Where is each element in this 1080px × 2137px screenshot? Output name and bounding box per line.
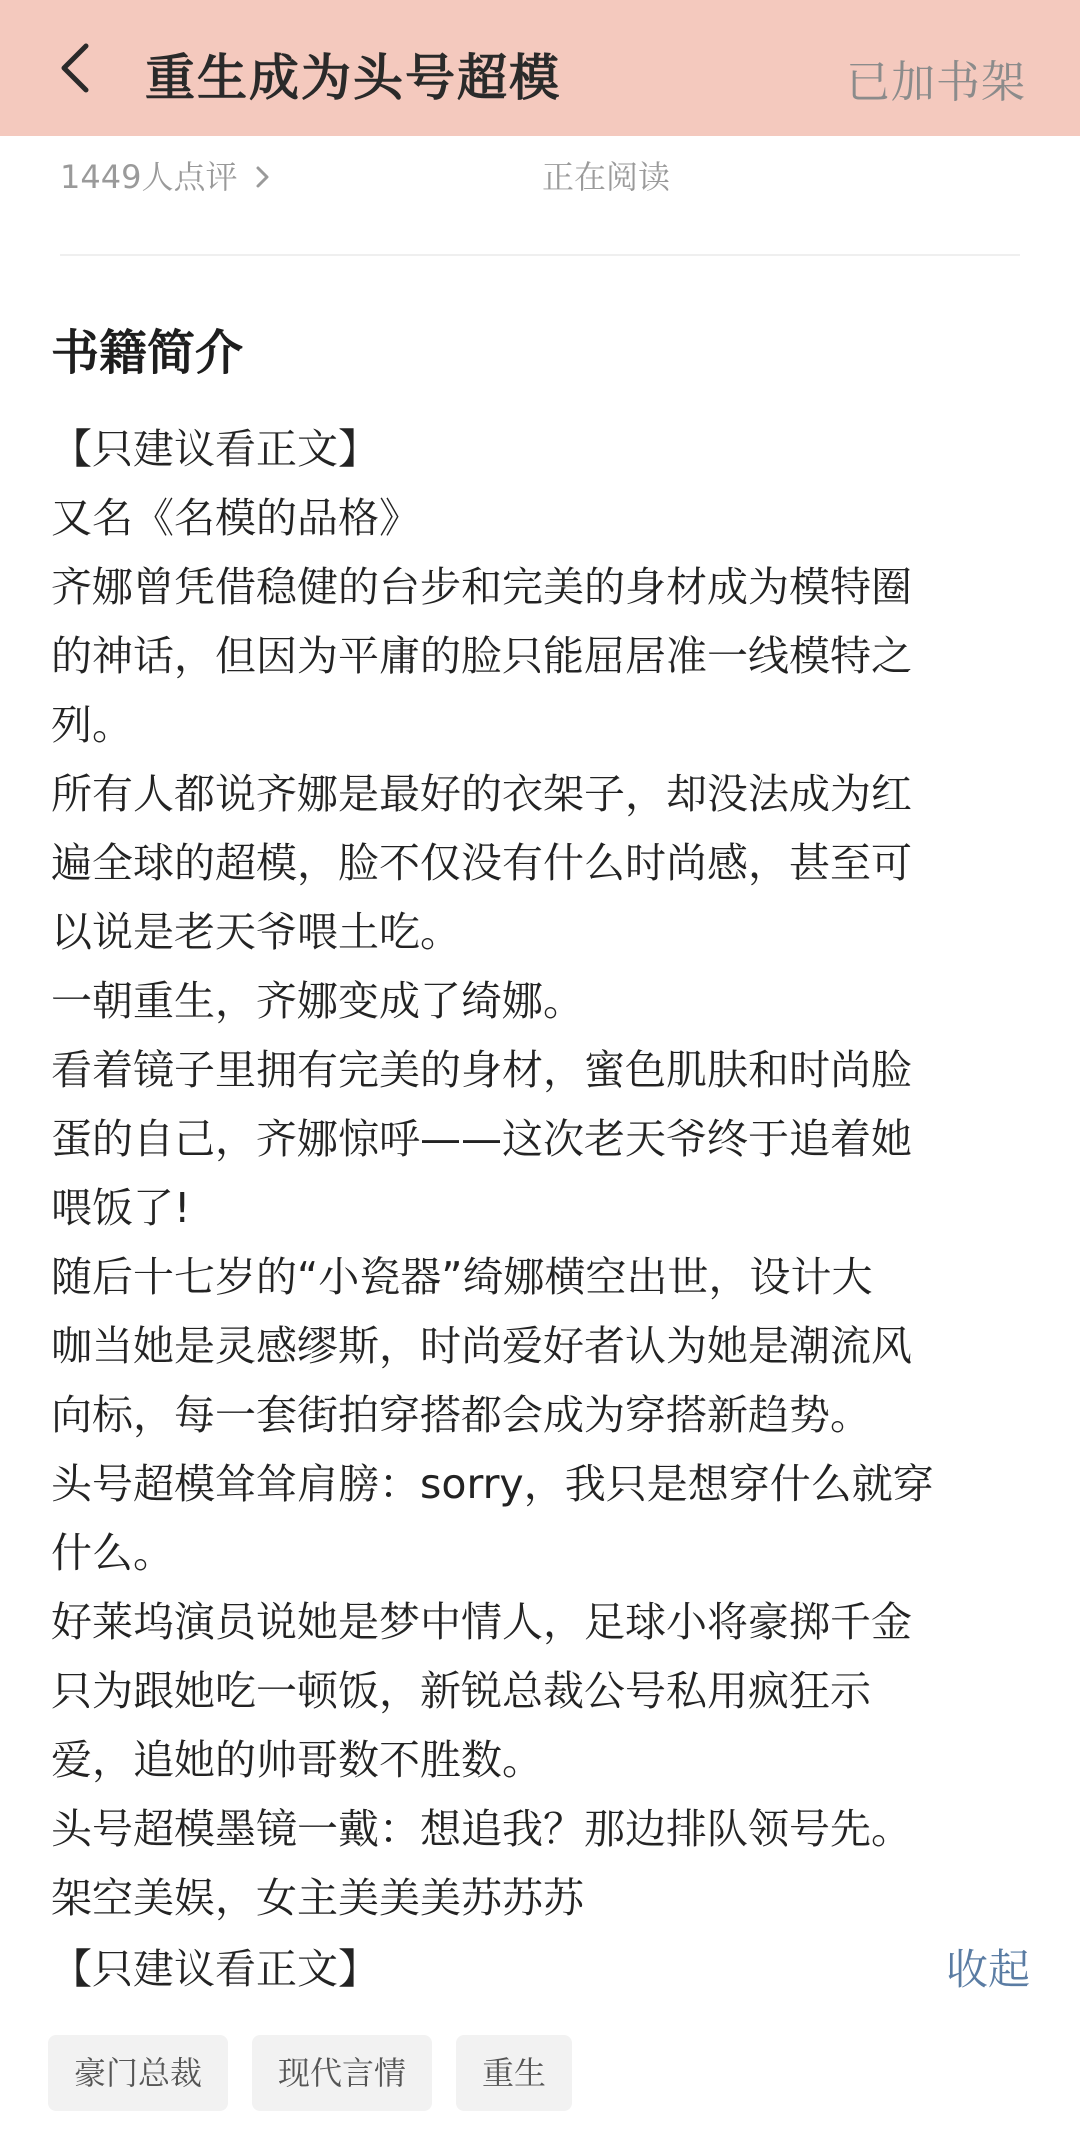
intro-line: 看着镜子里拥有完美的身材，蜜色肌肤和时尚脸: [51, 1046, 912, 1094]
reviews-link[interactable]: [60, 152, 272, 198]
intro-line: 所有人都说齐娜是最好的衣架子，却没法成为红: [51, 770, 912, 818]
intro-line: 爱，追她的帅哥数不胜数。: [51, 1736, 543, 1784]
intro-line: 【只建议看正文】: [51, 425, 379, 473]
divider: [60, 254, 1020, 256]
intro-line: 遍全球的超模，脸不仅没有什么时尚感，甚至可: [51, 839, 912, 887]
chevron-right-icon: [254, 164, 272, 190]
intro-last-line: 【只建议看正文】: [51, 1945, 379, 1993]
stats-row: [60, 152, 1020, 202]
intro-line: 以说是老天爷喂土吃。: [51, 908, 461, 956]
reviews-count: 1449人点评: [60, 158, 238, 196]
section-title: 书籍简介: [51, 325, 244, 381]
intro-line: 随后十七岁的“小瓷器”绮娜横空出世，设计大: [51, 1253, 873, 1301]
book-intro: [51, 415, 1011, 1933]
tag-chip[interactable]: 豪门总裁: [48, 2035, 228, 2111]
tag-chip[interactable]: 重生: [456, 2035, 572, 2111]
intro-line: 咖当她是灵感缪斯，时尚爱好者认为她是潮流风: [51, 1322, 912, 1370]
intro-line: 一朝重生，齐娜变成了绮娜。: [51, 977, 584, 1025]
tag-list: [48, 2035, 572, 2111]
collapse-button[interactable]: 收起: [945, 1945, 1030, 1994]
page-title: 重生成为头号超模: [145, 49, 561, 107]
intro-line: 只为跟她吃一顿饭，新锐总裁公号私用疯狂示: [51, 1667, 871, 1715]
intro-line: 喂饭了!: [51, 1184, 191, 1232]
intro-line: 架空美娱，女主美美美苏苏苏: [51, 1874, 584, 1922]
tag-chip[interactable]: 现代言情: [252, 2035, 432, 2111]
added-to-shelf-button[interactable]: 已加书架: [846, 57, 1026, 108]
top-bar: [0, 0, 1080, 136]
intro-line: 向标，每一套街拍穿搭都会成为穿搭新趋势。: [51, 1391, 871, 1439]
intro-line: 头号超模耸耸肩膀：sorry，我只是想穿什么就穿: [51, 1460, 934, 1508]
chevron-left-icon: [52, 40, 108, 96]
intro-line: 好莱坞演员说她是梦中情人，足球小将豪掷千金: [51, 1598, 912, 1646]
intro-line: 什么。: [51, 1529, 174, 1577]
reading-status: 正在阅读: [542, 158, 671, 196]
intro-line: 列。: [51, 701, 133, 749]
intro-line: 的神话，但因为平庸的脸只能屈居准一线模特之: [51, 632, 912, 680]
back-button[interactable]: [52, 40, 108, 96]
intro-line: 蛋的自己，齐娜惊呼——这次老天爷终于追着她: [51, 1115, 912, 1163]
intro-line: 头号超模墨镜一戴：想追我？那边排队领号先。: [51, 1805, 912, 1853]
intro-line: 齐娜曾凭借稳健的台步和完美的身材成为模特圈: [51, 563, 912, 611]
intro-line: 又名《名模的品格》: [51, 494, 420, 542]
